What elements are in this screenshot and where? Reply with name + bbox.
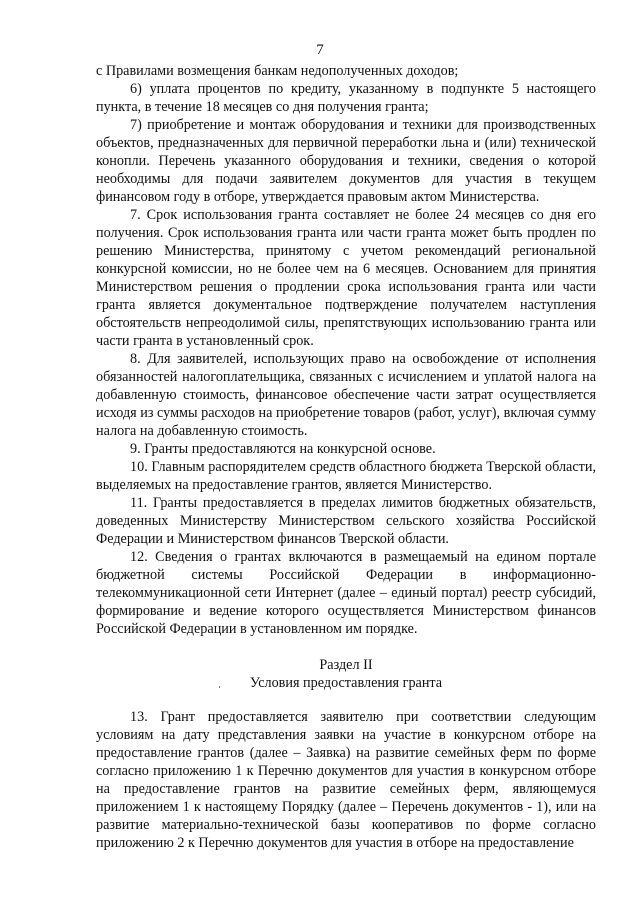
- paragraph-clause-11: 11. Гранты предоставляется в пределах лимитов бюджетных обязательств, доведенных Министерству Министерством сельского хозяйства Российской Федерации и Министерством финансов Тверской области.: [96, 495, 596, 547]
- paragraph-clause-9: 9. Гранты предоставляются на конкурсной основе.: [130, 441, 436, 457]
- section-title: Раздел II: [319, 657, 373, 673]
- section-subtitle: Условия предоставления гранта: [249, 675, 443, 691]
- scan-mark: [219, 686, 220, 688]
- page-number: 7: [316, 42, 324, 58]
- paragraph-clause-10: 10. Главным распорядителем средств областного бюджета Тверской области, выделяемых на предоставление грантов, является Министерство.: [96, 459, 596, 493]
- paragraph-clause-7: 7. Срок использования гранта составляет не более 24 месяцев со дня его получения. Срок использования гранта или части гранта может быть продлен по решению Министерства, принятому с учетом рекомендаций региональной конкурсной комиссии, но не более чем на 6 месяцев. Основанием для принятия Министерством решения о продлении срока использования гранта или части гранта является документальное подтверждение получателем наступления обстоятельств непреодолимой силы, препятствующих использованию гранта или части гранта в установленный срок.: [96, 207, 596, 349]
- paragraph-clause-13: 13. Грант предоставляется заявителю при соответствии следующим условиям на дату представления заявки на участие в конкурсном отборе на предоставление грантов (далее – Заявка) на развитие семейных ферм по форме согласно приложению 1 к Перечню документов для участия в конкурсном отборе на предоставление грантов на развитие семейных ферм, являющемуся приложением 1 к настоящему Порядку (далее – Перечень документов - 1), или на развитие материально-технической базы кооперативов по форме согласно приложению 2 к Перечню документов для участия в отборе на предоставление: [96, 709, 596, 851]
- document-body: [96, 62, 596, 852]
- paragraph-item-7-equipment: 7) приобретение и монтаж оборудования и техники для производственных объектов, предназначенных для первичной переработки льна и (или) технической конопли. Перечень указанного оборудования и техники, сведения о которой необходимы для подачи заявителем документов для участия в текущем финансовом году в отборе, утверждается правовым актом Министерства.: [96, 117, 596, 205]
- paragraph-item-6: 6) уплата процентов по кредиту, указанному в подпункте 5 настоящего пункта, в течение 18 месяцев со дня получения гранта;: [96, 81, 596, 115]
- paragraph-clause-8: 8. Для заявителей, использующих право на освобождение от исполнения обязанностей налогоплательщика, связанных с исчислением и уплатой налога на добавленную стоимость, финансовое обеспечение части затрат осуществляется исходя из суммы расходов на приобретение товаров (работ, услуг), включая сумму налога на добавленную стоимость.: [96, 351, 596, 439]
- paragraph-continuation: с Правилами возмещения банкам недополученных доходов;: [96, 63, 459, 79]
- paragraph-clause-12: 12. Сведения о грантах включаются в размещаемый на едином портале бюджетной системы Российской Федерации в информационно-телекоммуникационной сети Интернет (далее – единый портал) реестр субсидий, формирование и ведение которого осуществляется Министерством финансов Российской Федерации в установленном им порядке.: [96, 549, 596, 637]
